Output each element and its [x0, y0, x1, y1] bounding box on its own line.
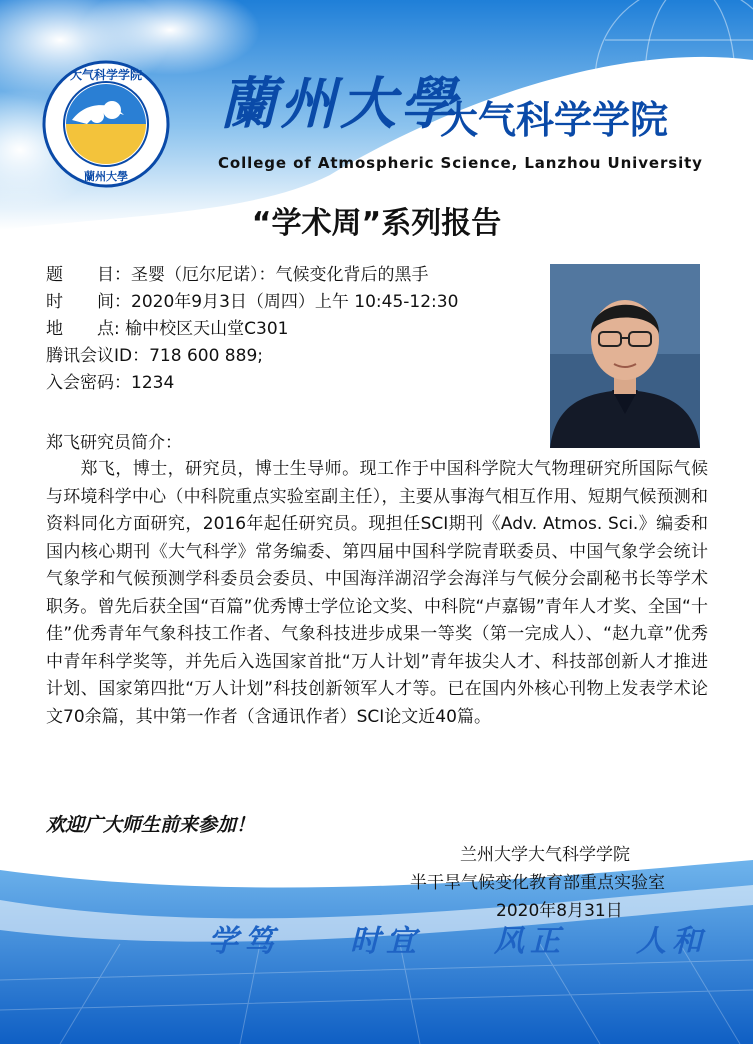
logo-bottom-text: 蘭州大學 — [84, 170, 128, 183]
logo-ring-text: 大气科学学院 — [69, 68, 143, 82]
bio-heading: 郑飞研究员简介： — [46, 433, 182, 453]
bio-text — [46, 456, 708, 731]
motto-2: 时宜 — [350, 924, 422, 959]
speaker-photo — [550, 264, 700, 448]
university-seal-logo — [42, 60, 170, 188]
motto-1: 学笃 — [208, 924, 280, 959]
info-place: 地 点: 榆中校区天山堂C301 — [46, 319, 289, 339]
page-title: “学术周”系列报告 — [251, 206, 502, 241]
signature-date: 2020年8月31日 — [496, 901, 623, 921]
welcome-message: 欢迎广大师生前来参加！ — [46, 814, 256, 836]
motto-4: 人和 — [636, 924, 708, 959]
bio-body: 郑飞，博士，研究员，博士生导师。现工作于中国科学院大气物理研究所国际气候与环境科学中心（中科院重点实验室副主任），主要从事海气相互作用、短期气候预测和资料同化方面研究，2016年起任研究员。现担任SCI期刊《Adv. Atmos. Sci.》编委和国内核心期刊《大气科学》常务编委、第四届中国科学院青联委员、中国气象学会统计气象学和气候预测学科委员会委员、中国海洋湖沼学会海洋与气候分会副秘书长等学术职务。曾先后获全国“百篇”优秀博士学位论文奖、中科院“卢嘉锡”青年人才奖、全国“十佳”优秀青年气象科技工作者、气象科技进步成果一等奖（第一完成人）、“赵九章”优秀中青年科学奖等，并先后入选国家首批“万人计划”青年拔尖人才、科技部创新人才推进计划、国家第四批“万人计划”科技创新领军人才等。已在国内外核心刊物上发表学术论文70余篇，其中第一作者（含通讯作者）SCI论文近40篇。 — [46, 459, 708, 727]
motto-3: 风正 — [494, 924, 566, 959]
info-topic: 题 目：圣婴（厄尔尼诺）：气候变化背后的黑手 — [46, 265, 429, 285]
signature-org2: 半干旱气候变化教育部重点实验室 — [410, 873, 665, 893]
college-name-en: College of Atmospheric Science, Lanzhou University — [218, 154, 703, 172]
info-time: 时 间：2020年9月3日（周四）上午 10:45-12:30 — [46, 292, 459, 312]
signature-org1: 兰州大学大气科学学院 — [460, 845, 630, 865]
info-password: 入会密码：1234 — [46, 373, 175, 393]
college-name-cn: 大气科学学院 — [440, 98, 669, 142]
university-name-calligraphy: 蘭州大學 — [220, 71, 460, 137]
info-meeting-id: 腾讯会议ID：718 600 889; — [46, 346, 263, 366]
